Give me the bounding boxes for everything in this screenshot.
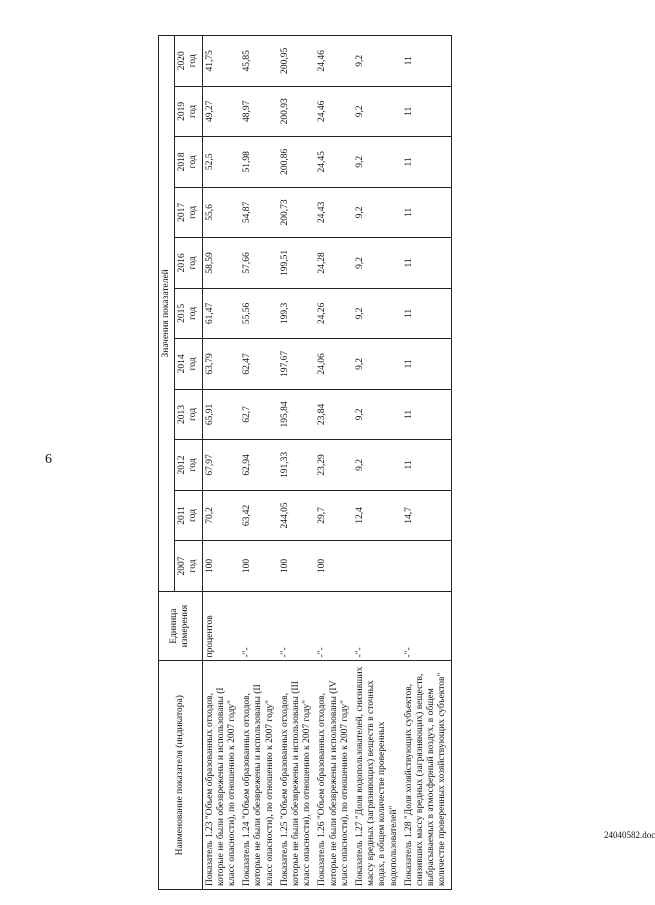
value-cell: 24,46 [315,36,353,87]
table-row [402,36,451,890]
value-cell: 63,79 [202,339,240,390]
value-cell: 24,06 [315,339,353,390]
header-year-value: 2019 [177,101,188,121]
unit-cell: -"- [278,591,316,661]
header-year-2020 [175,36,202,87]
value-cell: 11 [402,389,451,440]
value-cell: 11 [402,339,451,390]
header-year-2018 [175,137,202,188]
header-year-suffix: год [188,256,199,270]
header-year-2017 [175,187,202,238]
value-cell: 200,73 [278,187,316,238]
header-year-value: 2017 [177,202,188,222]
value-cell: 9,2 [353,86,402,137]
value-cell: 100 [278,541,316,592]
value-cell: 29,7 [315,490,353,541]
value-cell: 24,28 [315,238,353,289]
value-cell: 14,7 [402,490,451,541]
value-cell: 62,47 [240,339,278,390]
value-cell: 24,45 [315,137,353,188]
table-row [202,36,240,890]
header-year-value: 2011 [177,506,188,525]
header-year-value: 2020 [177,51,188,71]
value-cell [402,541,451,592]
value-cell: 9,2 [353,187,402,238]
value-cell: 58,59 [202,238,240,289]
value-cell: 100 [240,541,278,592]
table-row [240,36,278,890]
value-cell: 11 [402,440,451,491]
header-year-suffix: год [188,458,199,472]
value-cell: 199,3 [278,288,316,339]
value-cell: 200,93 [278,86,316,137]
header-year-suffix: год [188,104,199,118]
value-cell: 199,51 [278,238,316,289]
value-cell: 70,2 [202,490,240,541]
value-cell: 200,95 [278,36,316,87]
value-cell: 9,2 [353,288,402,339]
value-cell: 23,29 [315,440,353,491]
header-year-value: 2012 [177,455,188,475]
unit-cell: -"- [315,591,353,661]
value-cell: 57,66 [240,238,278,289]
value-cell: 55,56 [240,288,278,339]
value-cell: 49,27 [202,86,240,137]
value-cell: 55,6 [202,187,240,238]
value-cell: 9,2 [353,440,402,491]
header-year-suffix: год [188,54,199,68]
header-year-suffix: год [188,357,199,371]
value-cell: 48,97 [240,86,278,137]
value-cell: 9,2 [353,339,402,390]
header-year-suffix: год [188,559,199,573]
value-cell: 11 [402,187,451,238]
header-year-2013 [175,389,202,440]
header-year-value: 2018 [177,152,188,172]
value-cell: 9,2 [353,36,402,87]
value-cell: 195,84 [278,389,316,440]
value-cell: 62,94 [240,440,278,491]
page-number: 6 [45,452,52,467]
value-cell: 11 [402,137,451,188]
value-cell: 63,42 [240,490,278,541]
header-unit: Единица измерения [159,591,203,661]
value-cell: 51,98 [240,137,278,188]
table-row [315,36,353,890]
header-year-suffix: год [188,155,199,169]
value-cell: 24,43 [315,187,353,238]
value-cell: 11 [402,36,451,87]
header-indicator-name: Наименование показателя (индикатора) [159,661,203,890]
value-cell: 52,5 [202,137,240,188]
table-body [202,36,451,890]
value-cell: 9,2 [353,238,402,289]
value-cell [353,541,402,592]
unit-cell: -"- [353,591,402,661]
value-cell: 41,75 [202,36,240,87]
indicator-table [158,35,452,890]
indicator-name-cell: Показатель 1.26 "Объем образованных отходов, которые не были обезврежены и использованы (IV класс опасности), по отношению к 2007 году" [315,661,353,890]
header-year-2012 [175,440,202,491]
header-year-2011 [175,490,202,541]
header-year-value: 2007 [177,556,188,576]
header-year-suffix: год [188,205,199,219]
unit-cell: -"- [240,591,278,661]
value-cell: 23,84 [315,389,353,440]
value-cell: 244,05 [278,490,316,541]
header-year-2019 [175,86,202,137]
header-year-2016 [175,238,202,289]
value-cell: 65,91 [202,389,240,440]
unit-cell: процентов [202,591,240,661]
header-year-value: 2014 [177,354,188,374]
value-cell: 67,97 [202,440,240,491]
value-cell: 200,86 [278,137,316,188]
header-year-value: 2013 [177,404,188,424]
value-cell: 62,7 [240,389,278,440]
header-year-2014 [175,339,202,390]
value-cell: 61,47 [202,288,240,339]
table-row [278,36,316,890]
header-year-suffix: год [188,407,199,421]
value-cell: 9,2 [353,389,402,440]
table-row [353,36,402,890]
value-cell: 54,87 [240,187,278,238]
document-footer: 24040582.doc [604,830,655,840]
value-cell: 9,2 [353,137,402,188]
header-year-suffix: год [188,508,199,522]
value-cell: 197,67 [278,339,316,390]
header-year-2007 [175,541,202,592]
value-cell: 100 [202,541,240,592]
value-cell: 45,85 [240,36,278,87]
value-cell: 11 [402,238,451,289]
indicator-name-cell: Показатель 1.23 "Объем образованных отходов, которые не были обезврежены и использованы (I класс опасности), по отношению к 2007 году" [202,661,240,890]
header-year-value: 2015 [177,303,188,323]
indicator-name-cell: Показатель 1.25 "Объем образованных отходов, которые не были обезврежены и использованы (III класс опасности), по отношению к 2007 году" [278,661,316,890]
value-cell: 24,26 [315,288,353,339]
value-cell: 24,46 [315,86,353,137]
rotated-page-content [108,0,635,905]
value-cell: 191,33 [278,440,316,491]
value-cell: 11 [402,288,451,339]
value-cell: 11 [402,86,451,137]
unit-cell: -"- [402,591,451,661]
value-cell: 100 [315,541,353,592]
header-values-group: Значения показателей [159,36,175,592]
value-cell: 12,4 [353,490,402,541]
header-year-value: 2016 [177,253,188,273]
header-year-2015 [175,288,202,339]
indicator-name-cell: Показатель 1.24 "Объем образованных отходов, которые не были обезврежены и использованы (II класс опасности), по отношению к 2007 году" [240,661,278,890]
indicator-name-cell: Показатель 1.28 "Доля хозяйствующих субъектов, снизивших массу вредных (загрязняющих) веществ, выбрасываемых в атмосферный воздух, в общем количестве проверенных хозяйствующих субъектов" [402,661,451,890]
header-year-suffix: год [188,306,199,320]
indicator-name-cell: Показатель 1.27 "Доля водопользователей, снизивших массу вредных (загрязняющих) веществ в сточных водах, в общем количестве проверенных водопользователей" [353,661,402,890]
